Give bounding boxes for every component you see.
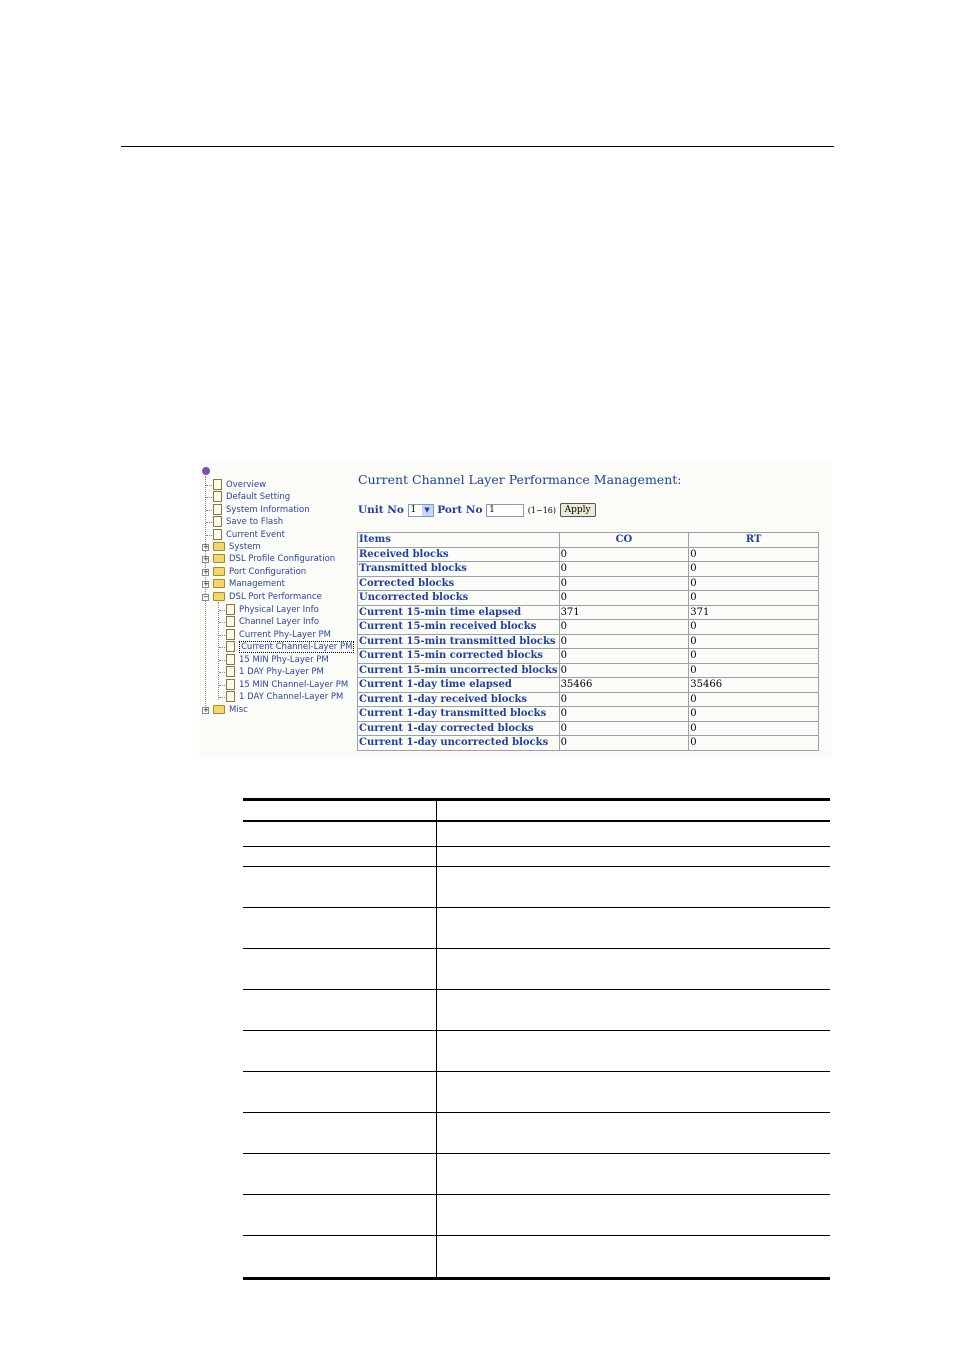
row-co: 35466	[559, 678, 689, 693]
row-rt: 35466	[689, 678, 819, 693]
pm-table	[357, 532, 819, 751]
row-item: Uncorrected blocks	[358, 591, 560, 606]
column-header-co: CO	[559, 533, 689, 548]
table-row	[358, 692, 819, 707]
row-co: 0	[559, 736, 689, 751]
table-bottom-rule	[243, 1277, 830, 1280]
table-row	[358, 649, 819, 664]
expand-icon[interactable]: +	[203, 580, 209, 588]
open-folder-icon	[213, 592, 225, 601]
row-item: Corrected blocks	[358, 576, 560, 591]
page-icon	[226, 604, 235, 615]
row-rt: 0	[689, 576, 819, 591]
table-row-rule	[243, 989, 830, 990]
row-item: Current 15-min transmitted blocks	[358, 634, 560, 649]
page-title: Current Channel Layer Performance Management:	[358, 472, 682, 487]
row-rt: 0	[689, 736, 819, 751]
folder-icon	[213, 554, 225, 563]
row-rt: 0	[689, 649, 819, 664]
page-icon	[213, 529, 222, 540]
table-row-rule	[243, 1235, 830, 1236]
page-icon	[213, 479, 222, 490]
page-icon	[213, 491, 222, 502]
column-header-rt: RT	[689, 533, 819, 548]
table-row	[358, 736, 819, 751]
port-selector-form	[358, 503, 596, 517]
table-row	[358, 707, 819, 722]
row-item: Transmitted blocks	[358, 562, 560, 577]
row-item: Current 15-min time elapsed	[358, 605, 560, 620]
row-co: 0	[559, 663, 689, 678]
tree-item-save-to-flash[interactable]: Save to Flash	[213, 516, 283, 528]
table-row-rule	[243, 1112, 830, 1113]
folder-icon	[213, 567, 225, 576]
table-header-row	[358, 533, 819, 548]
row-rt: 0	[689, 591, 819, 606]
port-no-input[interactable]: 1	[486, 504, 524, 517]
page-icon	[226, 654, 235, 665]
row-co: 0	[559, 562, 689, 577]
row-item: Current 15-min received blocks	[358, 620, 560, 635]
tree-folder-management[interactable]: Management	[213, 578, 285, 590]
table-row-rule	[243, 907, 830, 908]
tree-item-current-phy-layer-pm[interactable]: Current Phy-Layer PM	[226, 629, 331, 641]
tree-item-current-channel-layer-pm[interactable]: Current Channel-Layer PM	[226, 641, 354, 653]
tree-folder-dsl-port-performance[interactable]: DSL Port Performance	[213, 591, 322, 603]
table-top-rule	[243, 798, 830, 801]
table-row	[358, 576, 819, 591]
row-co: 0	[559, 620, 689, 635]
tree-item-1day-phy-layer-pm[interactable]: 1 DAY Phy-Layer PM	[226, 666, 324, 678]
tree-item-1day-channel-layer-pm[interactable]: 1 DAY Channel-Layer PM	[226, 691, 343, 703]
table-row-rule	[243, 1071, 830, 1072]
page-icon	[226, 641, 235, 652]
tree-folder-dsl-profile[interactable]: DSL Profile Configuration	[213, 553, 335, 565]
table-row-rule	[243, 1030, 830, 1031]
row-rt: 371	[689, 605, 819, 620]
table-header-rule	[243, 820, 830, 822]
tree-item-system-information[interactable]: System Information	[213, 504, 310, 516]
port-no-label: Port No	[437, 504, 483, 516]
row-rt: 0	[689, 707, 819, 722]
table-row	[358, 678, 819, 693]
tree-item-physical-layer-info[interactable]: Physical Layer Info	[226, 604, 319, 616]
row-co: 0	[559, 707, 689, 722]
unit-no-label: Unit No	[358, 504, 404, 516]
description-table	[243, 798, 830, 1280]
table-row	[358, 605, 819, 620]
row-item: Current 15-min corrected blocks	[358, 649, 560, 664]
row-item: Received blocks	[358, 547, 560, 562]
folder-icon	[213, 705, 225, 714]
page-icon	[226, 691, 235, 702]
table-row	[358, 721, 819, 736]
page-icon	[226, 629, 235, 640]
table-row-rule	[243, 866, 830, 867]
chevron-down-icon: ▼	[422, 505, 433, 516]
table-row	[358, 620, 819, 635]
page-icon	[226, 666, 235, 677]
page-icon	[213, 504, 222, 515]
row-item: Current 1-day transmitted blocks	[358, 707, 560, 722]
expand-icon[interactable]: +	[203, 543, 209, 551]
tree-folder-port-configuration[interactable]: Port Configuration	[213, 566, 306, 578]
row-co: 0	[559, 547, 689, 562]
expand-icon[interactable]: +	[203, 568, 209, 576]
row-rt: 0	[689, 634, 819, 649]
row-item: Current 15-min uncorrected blocks	[359, 664, 558, 676]
tree-root-icon	[202, 467, 210, 475]
row-rt: 0	[689, 721, 819, 736]
nav-tree	[199, 462, 354, 758]
folder-icon	[213, 542, 225, 551]
row-co: 0	[559, 634, 689, 649]
table-row-rule	[243, 1194, 830, 1195]
row-item: Current 1-day time elapsed	[358, 678, 560, 693]
table-row	[358, 663, 819, 678]
row-rt: 0	[689, 547, 819, 562]
row-item: Current 1-day corrected blocks	[358, 721, 560, 736]
row-co: 0	[559, 576, 689, 591]
table-row	[358, 547, 819, 562]
table-row	[358, 634, 819, 649]
table-row-rule	[243, 948, 830, 949]
port-range-hint: (1~16)	[527, 506, 556, 515]
row-rt: 0	[689, 620, 819, 635]
table-row-rule	[243, 1153, 830, 1154]
table-row-rule	[243, 846, 830, 847]
folder-icon	[213, 579, 225, 588]
table-row	[358, 591, 819, 606]
table-row	[358, 562, 819, 577]
page-icon	[226, 616, 235, 627]
tree-item-overview[interactable]: Overview	[213, 479, 266, 491]
page-icon	[213, 516, 222, 527]
expand-icon[interactable]: +	[203, 706, 209, 714]
tree-item-default-setting[interactable]: Default Setting	[213, 491, 290, 503]
tree-item-15min-phy-layer-pm[interactable]: 15 MIN Phy-Layer PM	[226, 654, 329, 666]
row-rt: 0	[689, 692, 819, 707]
tree-item-15min-channel-layer-pm[interactable]: 15 MIN Channel-Layer PM	[226, 679, 348, 691]
tree-item-channel-layer-info[interactable]: Channel Layer Info	[226, 616, 319, 628]
row-item: Current 1-day uncorrected blocks	[358, 736, 560, 751]
column-header-items: Items	[358, 533, 560, 548]
row-co: 0	[559, 721, 689, 736]
screenshot-panel	[199, 462, 832, 758]
page-header-rule	[121, 146, 834, 147]
apply-button[interactable]: Apply	[560, 503, 596, 517]
collapse-icon[interactable]: −	[203, 593, 209, 601]
row-rt: 0	[689, 663, 819, 678]
row-rt: 0	[689, 562, 819, 577]
expand-icon[interactable]: +	[203, 555, 209, 563]
row-co: 0	[559, 591, 689, 606]
row-co: 371	[559, 605, 689, 620]
tree-item-current-event[interactable]: Current Event	[213, 529, 285, 541]
table-column-rule	[436, 798, 437, 1280]
tree-folder-misc[interactable]: Misc	[213, 704, 248, 716]
unit-no-select[interactable]: 1 ▼	[408, 504, 434, 517]
row-co: 0	[559, 692, 689, 707]
row-co: 0	[559, 649, 689, 664]
tree-folder-system[interactable]: System	[213, 541, 261, 553]
row-item: Current 1-day received blocks	[358, 692, 560, 707]
page-icon	[226, 679, 235, 690]
